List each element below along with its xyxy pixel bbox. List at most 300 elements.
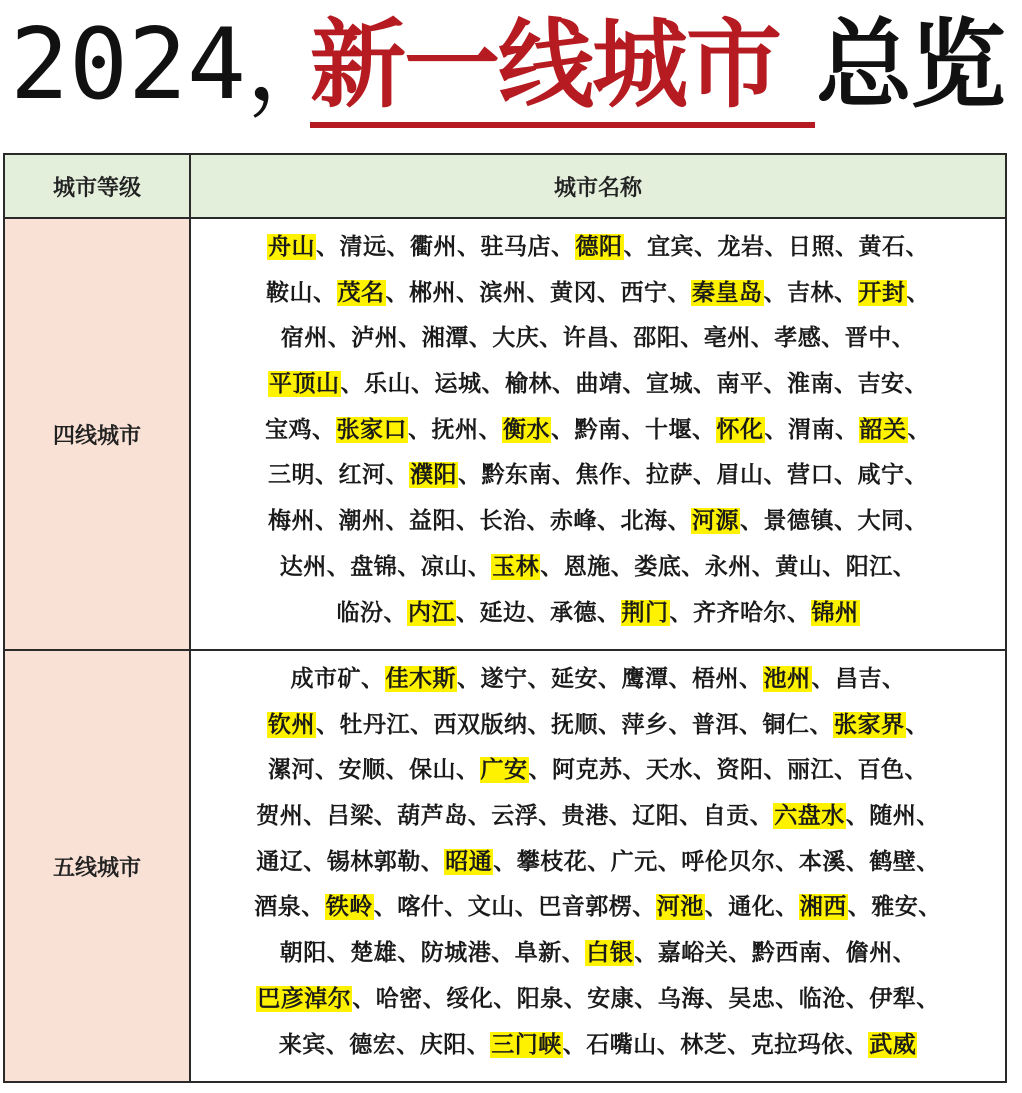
city-name: 阳江 (845, 553, 893, 580)
city-name-highlighted: 广安 (480, 757, 528, 784)
city-name: 贺州 (256, 803, 304, 830)
city-name: 衢州 (410, 234, 457, 260)
separator: 、 (834, 279, 858, 306)
city-name-highlighted: 荆门 (621, 599, 669, 626)
separator: 、 (467, 803, 492, 830)
city-name: 林芝 (680, 1031, 728, 1058)
city-name: 咸宁 (857, 462, 905, 489)
city-name: 德宏 (349, 1031, 397, 1058)
city-name: 赤峰 (550, 508, 597, 535)
separator: 、 (657, 848, 682, 875)
city-name: 安康 (587, 985, 635, 1012)
separator: 、 (563, 985, 588, 1012)
city-name: 伊犁 (869, 985, 917, 1012)
city-name: 乐山 (364, 371, 411, 398)
city-name: 黔西南 (751, 940, 823, 967)
title-rest: 总览 (816, 9, 1004, 121)
separator: 、 (763, 371, 787, 398)
separator: 、 (811, 666, 835, 692)
city-line (199, 977, 997, 1023)
city-name: 抚州 (431, 416, 479, 443)
separator: 、 (493, 848, 517, 875)
separator: 、 (622, 462, 646, 489)
city-line (199, 794, 997, 840)
city-name: 湘潭 (421, 325, 469, 352)
city-name-highlighted: 河源 (692, 508, 739, 535)
separator: 、 (457, 234, 481, 260)
separator: 、 (313, 279, 337, 306)
separator: 、 (809, 711, 833, 738)
city-name: 临沧 (798, 985, 846, 1012)
separator: 、 (526, 508, 550, 535)
city-name-highlighted: 茂名 (337, 279, 385, 306)
city-name: 阳泉 (516, 985, 564, 1012)
separator: 、 (597, 599, 621, 626)
separator: 、 (325, 1031, 350, 1058)
city-name: 克拉玛依 (750, 1031, 845, 1058)
city-line (199, 362, 997, 408)
city-name: 百色 (857, 757, 905, 784)
city-name: 巴音郭楞 (538, 894, 633, 921)
separator: 、 (667, 508, 691, 535)
separator: 、 (598, 666, 622, 692)
city-name: 攀枝花 (516, 848, 588, 875)
city-name: 景德镇 (763, 508, 834, 535)
separator: 、 (844, 1031, 869, 1058)
separator: 、 (385, 757, 409, 784)
separator: 、 (527, 666, 551, 692)
separator: 、 (539, 325, 563, 352)
city-name: 红河 (338, 462, 386, 489)
city-name: 梧州 (692, 666, 739, 692)
city-name: 铜仁 (762, 711, 810, 738)
separator: 、 (411, 371, 435, 398)
separator: 、 (847, 894, 872, 921)
separator: 、 (763, 462, 787, 489)
separator: 、 (694, 234, 718, 260)
separator: 、 (552, 462, 576, 489)
separator: 、 (303, 848, 327, 875)
separator: 、 (763, 279, 787, 306)
city-name: 淮南 (787, 371, 834, 398)
city-name: 宜宾 (647, 234, 694, 260)
city-name: 晋中 (844, 325, 892, 352)
city-line (199, 271, 997, 317)
separator: 、 (478, 416, 502, 443)
separator: 、 (466, 1031, 491, 1058)
city-name: 喀什 (397, 894, 445, 921)
separator: 、 (728, 940, 752, 967)
header-tier: 城市等级 (4, 154, 190, 218)
separator: 、 (315, 462, 339, 489)
city-name: 广元 (610, 848, 658, 875)
separator: 、 (598, 711, 622, 738)
city-name: 绥化 (446, 985, 494, 1012)
separator: 、 (562, 1031, 587, 1058)
city-name: 许昌 (562, 325, 610, 352)
separator: 、 (551, 416, 575, 443)
separator: 、 (905, 711, 929, 738)
city-line (199, 499, 997, 545)
table-header-row (4, 154, 1006, 218)
separator: 、 (609, 325, 634, 352)
separator: 、 (750, 325, 775, 352)
city-name-highlighted: 池州 (763, 666, 811, 692)
separator: 、 (610, 553, 635, 580)
separator: 、 (845, 848, 870, 875)
city-line (199, 1023, 997, 1069)
title-year: 2024， (10, 8, 345, 122)
city-name-highlighted: 张家口 (336, 416, 407, 443)
separator: 、 (916, 803, 940, 830)
city-tier-table (3, 153, 1007, 1083)
city-name-highlighted: 巴彦淖尔 (257, 985, 352, 1012)
city-line (199, 591, 997, 637)
separator: 、 (540, 553, 564, 580)
separator: 、 (834, 508, 858, 535)
separator: 、 (904, 371, 928, 398)
separator: 、 (739, 711, 763, 738)
separator: 、 (749, 803, 774, 830)
city-name: 雅安 (871, 894, 919, 921)
separator: 、 (493, 985, 517, 1012)
city-name: 吕梁 (326, 803, 374, 830)
separator: 、 (892, 940, 917, 967)
city-name: 龙岩 (717, 234, 765, 260)
city-name: 凉山 (420, 553, 468, 580)
separator: 、 (622, 757, 646, 784)
separator: 、 (373, 803, 398, 830)
city-name: 文山 (467, 894, 515, 921)
separator: 、 (905, 234, 929, 260)
city-name: 滨州 (479, 279, 527, 306)
separator: 、 (597, 508, 621, 535)
city-name: 自贡 (702, 803, 750, 830)
separator: 、 (916, 985, 940, 1012)
city-name: 成市矿 (290, 666, 361, 692)
separator: 、 (608, 803, 633, 830)
separator: 、 (621, 416, 645, 443)
city-name: 三明 (268, 462, 315, 489)
city-name: 鞍山 (266, 279, 313, 306)
title-underline (310, 122, 815, 128)
separator: 、 (704, 894, 729, 921)
separator: 、 (751, 553, 776, 580)
separator: 、 (918, 894, 942, 921)
separator: 、 (527, 711, 551, 738)
city-name: 辽阳 (632, 803, 680, 830)
separator: 、 (634, 940, 658, 967)
separator: 、 (552, 371, 576, 398)
city-name: 眉山 (716, 462, 764, 489)
city-name-highlighted: 玉林 (492, 553, 540, 580)
separator: 、 (373, 894, 398, 921)
separator: 、 (315, 508, 339, 535)
separator: 、 (561, 940, 586, 967)
city-name-highlighted: 怀化 (716, 416, 764, 443)
city-name: 永州 (704, 553, 752, 580)
separator: 、 (622, 371, 646, 398)
city-name-highlighted: 河池 (656, 894, 704, 921)
header-city-names: 城市名称 (190, 154, 1006, 218)
separator: 、 (634, 985, 658, 1012)
separator: 、 (623, 234, 647, 260)
city-name: 贵港 (561, 803, 609, 830)
city-name: 鹰潭 (621, 666, 669, 692)
city-name-highlighted: 开封 (858, 279, 906, 306)
separator: 、 (398, 325, 422, 352)
title-highlight: 新一线城市 (310, 9, 780, 121)
separator: 、 (587, 848, 611, 875)
city-name: 西宁 (620, 279, 668, 306)
separator: 、 (340, 371, 364, 398)
city-line (199, 885, 997, 931)
city-name-highlighted: 钦州 (268, 711, 315, 738)
separator: 、 (668, 666, 692, 692)
city-name: 天水 (646, 757, 693, 784)
city-name: 曲靖 (575, 371, 623, 398)
city-name: 酒泉 (254, 894, 302, 921)
separator: 、 (787, 599, 811, 626)
separator: 、 (834, 757, 858, 784)
city-name-highlighted: 铁岭 (325, 894, 373, 921)
city-list-cell (190, 650, 1006, 1082)
tier-label: 五线城市 (4, 650, 190, 1082)
separator: 、 (528, 757, 552, 784)
separator: 、 (835, 234, 859, 260)
city-name: 达州 (279, 553, 327, 580)
separator: 、 (834, 462, 858, 489)
city-line (199, 225, 997, 271)
separator: 、 (385, 279, 409, 306)
city-name: 石嘴山 (586, 1031, 657, 1058)
city-name: 承德 (550, 599, 597, 626)
separator: 、 (680, 325, 704, 352)
city-name: 楚雄 (350, 940, 398, 967)
city-name: 防城港 (420, 940, 492, 967)
city-name: 庆阳 (419, 1031, 467, 1058)
separator: 、 (669, 599, 693, 626)
separator: 、 (821, 325, 845, 352)
separator: 、 (458, 462, 482, 489)
city-name: 黄石 (858, 234, 906, 260)
tier-label: 四线城市 (4, 218, 190, 650)
separator: 、 (693, 371, 717, 398)
city-name: 潮州 (338, 508, 386, 535)
separator: 、 (316, 711, 340, 738)
city-line (199, 453, 997, 499)
city-name: 孝感 (774, 325, 822, 352)
city-name: 葫芦岛 (397, 803, 468, 830)
city-line (199, 316, 997, 362)
separator: 、 (352, 985, 376, 1012)
table-row-tier5 (4, 650, 1006, 1082)
city-name: 清远 (339, 234, 387, 260)
separator: 、 (410, 711, 434, 738)
city-name: 宣城 (646, 371, 693, 398)
separator: 、 (467, 553, 492, 580)
separator: 、 (892, 553, 917, 580)
city-name-highlighted: 张家界 (834, 711, 905, 738)
separator: 、 (457, 666, 481, 692)
city-name: 延安 (551, 666, 598, 692)
city-list (191, 219, 1005, 636)
city-name: 儋州 (845, 940, 893, 967)
city-name: 阿克苏 (552, 757, 623, 784)
city-name: 黄冈 (550, 279, 597, 306)
city-name: 大同 (857, 508, 905, 535)
separator: 、 (526, 279, 550, 306)
city-name: 吉林 (787, 279, 834, 306)
separator: 、 (764, 416, 788, 443)
separator: 、 (397, 940, 421, 967)
city-name: 来宾 (278, 1031, 326, 1058)
separator: 、 (316, 234, 340, 260)
separator: 、 (327, 325, 352, 352)
separator: 、 (679, 803, 703, 830)
city-name: 榆林 (505, 371, 552, 398)
city-name: 吴忠 (728, 985, 776, 1012)
separator: 、 (551, 234, 575, 260)
city-name: 萍乡 (621, 711, 669, 738)
city-name: 盘锦 (350, 553, 398, 580)
separator: 、 (326, 940, 351, 967)
city-name: 通辽 (256, 848, 304, 875)
separator: 、 (420, 848, 445, 875)
city-line (199, 657, 997, 703)
city-name-highlighted: 衡水 (503, 416, 550, 443)
city-name: 拉萨 (646, 462, 693, 489)
city-name: 齐齐哈尔 (693, 599, 787, 626)
city-line (199, 545, 997, 591)
city-name: 长治 (479, 508, 527, 535)
city-line (199, 703, 997, 749)
separator: 、 (845, 985, 870, 1012)
city-name-highlighted: 佳木斯 (385, 666, 456, 692)
city-name: 云浮 (491, 803, 539, 830)
city-name-highlighted: 韶关 (859, 416, 907, 443)
city-name: 黔东南 (481, 462, 552, 489)
city-name: 吉安 (857, 371, 905, 398)
separator: 、 (656, 1031, 681, 1058)
separator: 、 (775, 985, 799, 1012)
city-name: 宿州 (280, 325, 328, 352)
city-name: 本溪 (798, 848, 846, 875)
separator: 、 (763, 757, 787, 784)
separator: 、 (739, 666, 763, 692)
separator: 、 (301, 894, 325, 921)
city-name: 乌海 (657, 985, 705, 1012)
city-name: 抚顺 (551, 711, 598, 738)
separator: 、 (822, 553, 846, 580)
city-name: 梅州 (268, 508, 315, 535)
city-name: 遂宁 (480, 666, 528, 692)
city-name: 宝鸡 (265, 416, 312, 443)
city-name: 亳州 (703, 325, 751, 352)
city-name-highlighted: 锦州 (811, 599, 859, 626)
city-name: 娄底 (634, 553, 682, 580)
city-name: 资阳 (716, 757, 764, 784)
separator: 、 (456, 279, 480, 306)
city-line (199, 748, 997, 794)
city-name: 邵阳 (633, 325, 681, 352)
city-name: 嘉峪关 (657, 940, 729, 967)
city-name: 延边 (479, 599, 527, 626)
city-name: 阜新 (514, 940, 562, 967)
city-name: 西双版纳 (433, 711, 528, 738)
separator: 、 (385, 508, 409, 535)
separator: 、 (526, 599, 550, 626)
city-name: 十堰 (645, 416, 692, 443)
separator: 、 (822, 940, 846, 967)
city-name: 黄山 (775, 553, 823, 580)
city-name: 日照 (788, 234, 835, 260)
separator: 、 (456, 757, 480, 784)
city-name: 临汾 (336, 599, 384, 626)
city-name: 渭南 (788, 416, 835, 443)
city-name: 朝阳 (279, 940, 327, 967)
page-title (10, 6, 1012, 132)
city-name: 随州 (869, 803, 917, 830)
separator: 、 (727, 1031, 751, 1058)
separator: 、 (764, 234, 788, 260)
separator: 、 (681, 553, 705, 580)
separator: 、 (385, 462, 409, 489)
city-name-highlighted: 昭通 (445, 848, 493, 875)
city-name: 运城 (434, 371, 482, 398)
city-name: 郴州 (409, 279, 456, 306)
city-name: 安顺 (338, 757, 386, 784)
table-row-tier4 (4, 218, 1006, 650)
city-name: 通化 (728, 894, 776, 921)
city-line (199, 408, 997, 454)
city-name: 黔南 (574, 416, 622, 443)
separator: 、 (906, 279, 930, 306)
separator: 、 (904, 757, 928, 784)
separator: 、 (396, 1031, 420, 1058)
separator: 、 (667, 279, 691, 306)
separator: 、 (891, 325, 916, 352)
separator: 、 (693, 757, 717, 784)
separator: 、 (693, 462, 717, 489)
separator: 、 (383, 599, 407, 626)
city-name: 呼伦贝尔 (681, 848, 776, 875)
city-name: 恩施 (563, 553, 611, 580)
separator: 、 (326, 553, 351, 580)
separator: 、 (632, 894, 656, 921)
separator: 、 (740, 508, 764, 535)
city-name-highlighted: 白银 (586, 940, 634, 967)
separator: 、 (315, 757, 339, 784)
city-name-highlighted: 濮阳 (410, 462, 457, 489)
separator: 、 (904, 462, 928, 489)
city-name-highlighted: 舟山 (268, 234, 315, 260)
city-name: 益阳 (409, 508, 456, 535)
separator: 、 (397, 553, 421, 580)
city-name: 鹤壁 (869, 848, 917, 875)
city-name: 驻马店 (480, 234, 551, 260)
separator: 、 (775, 894, 799, 921)
separator: 、 (312, 416, 336, 443)
city-name: 哈密 (375, 985, 423, 1012)
separator: 、 (775, 848, 799, 875)
city-name-highlighted: 平顶山 (269, 371, 340, 398)
separator: 、 (597, 279, 621, 306)
city-name: 牡丹江 (339, 711, 410, 738)
city-name-highlighted: 德阳 (575, 234, 623, 260)
separator: 、 (303, 803, 327, 830)
separator: 、 (481, 371, 505, 398)
